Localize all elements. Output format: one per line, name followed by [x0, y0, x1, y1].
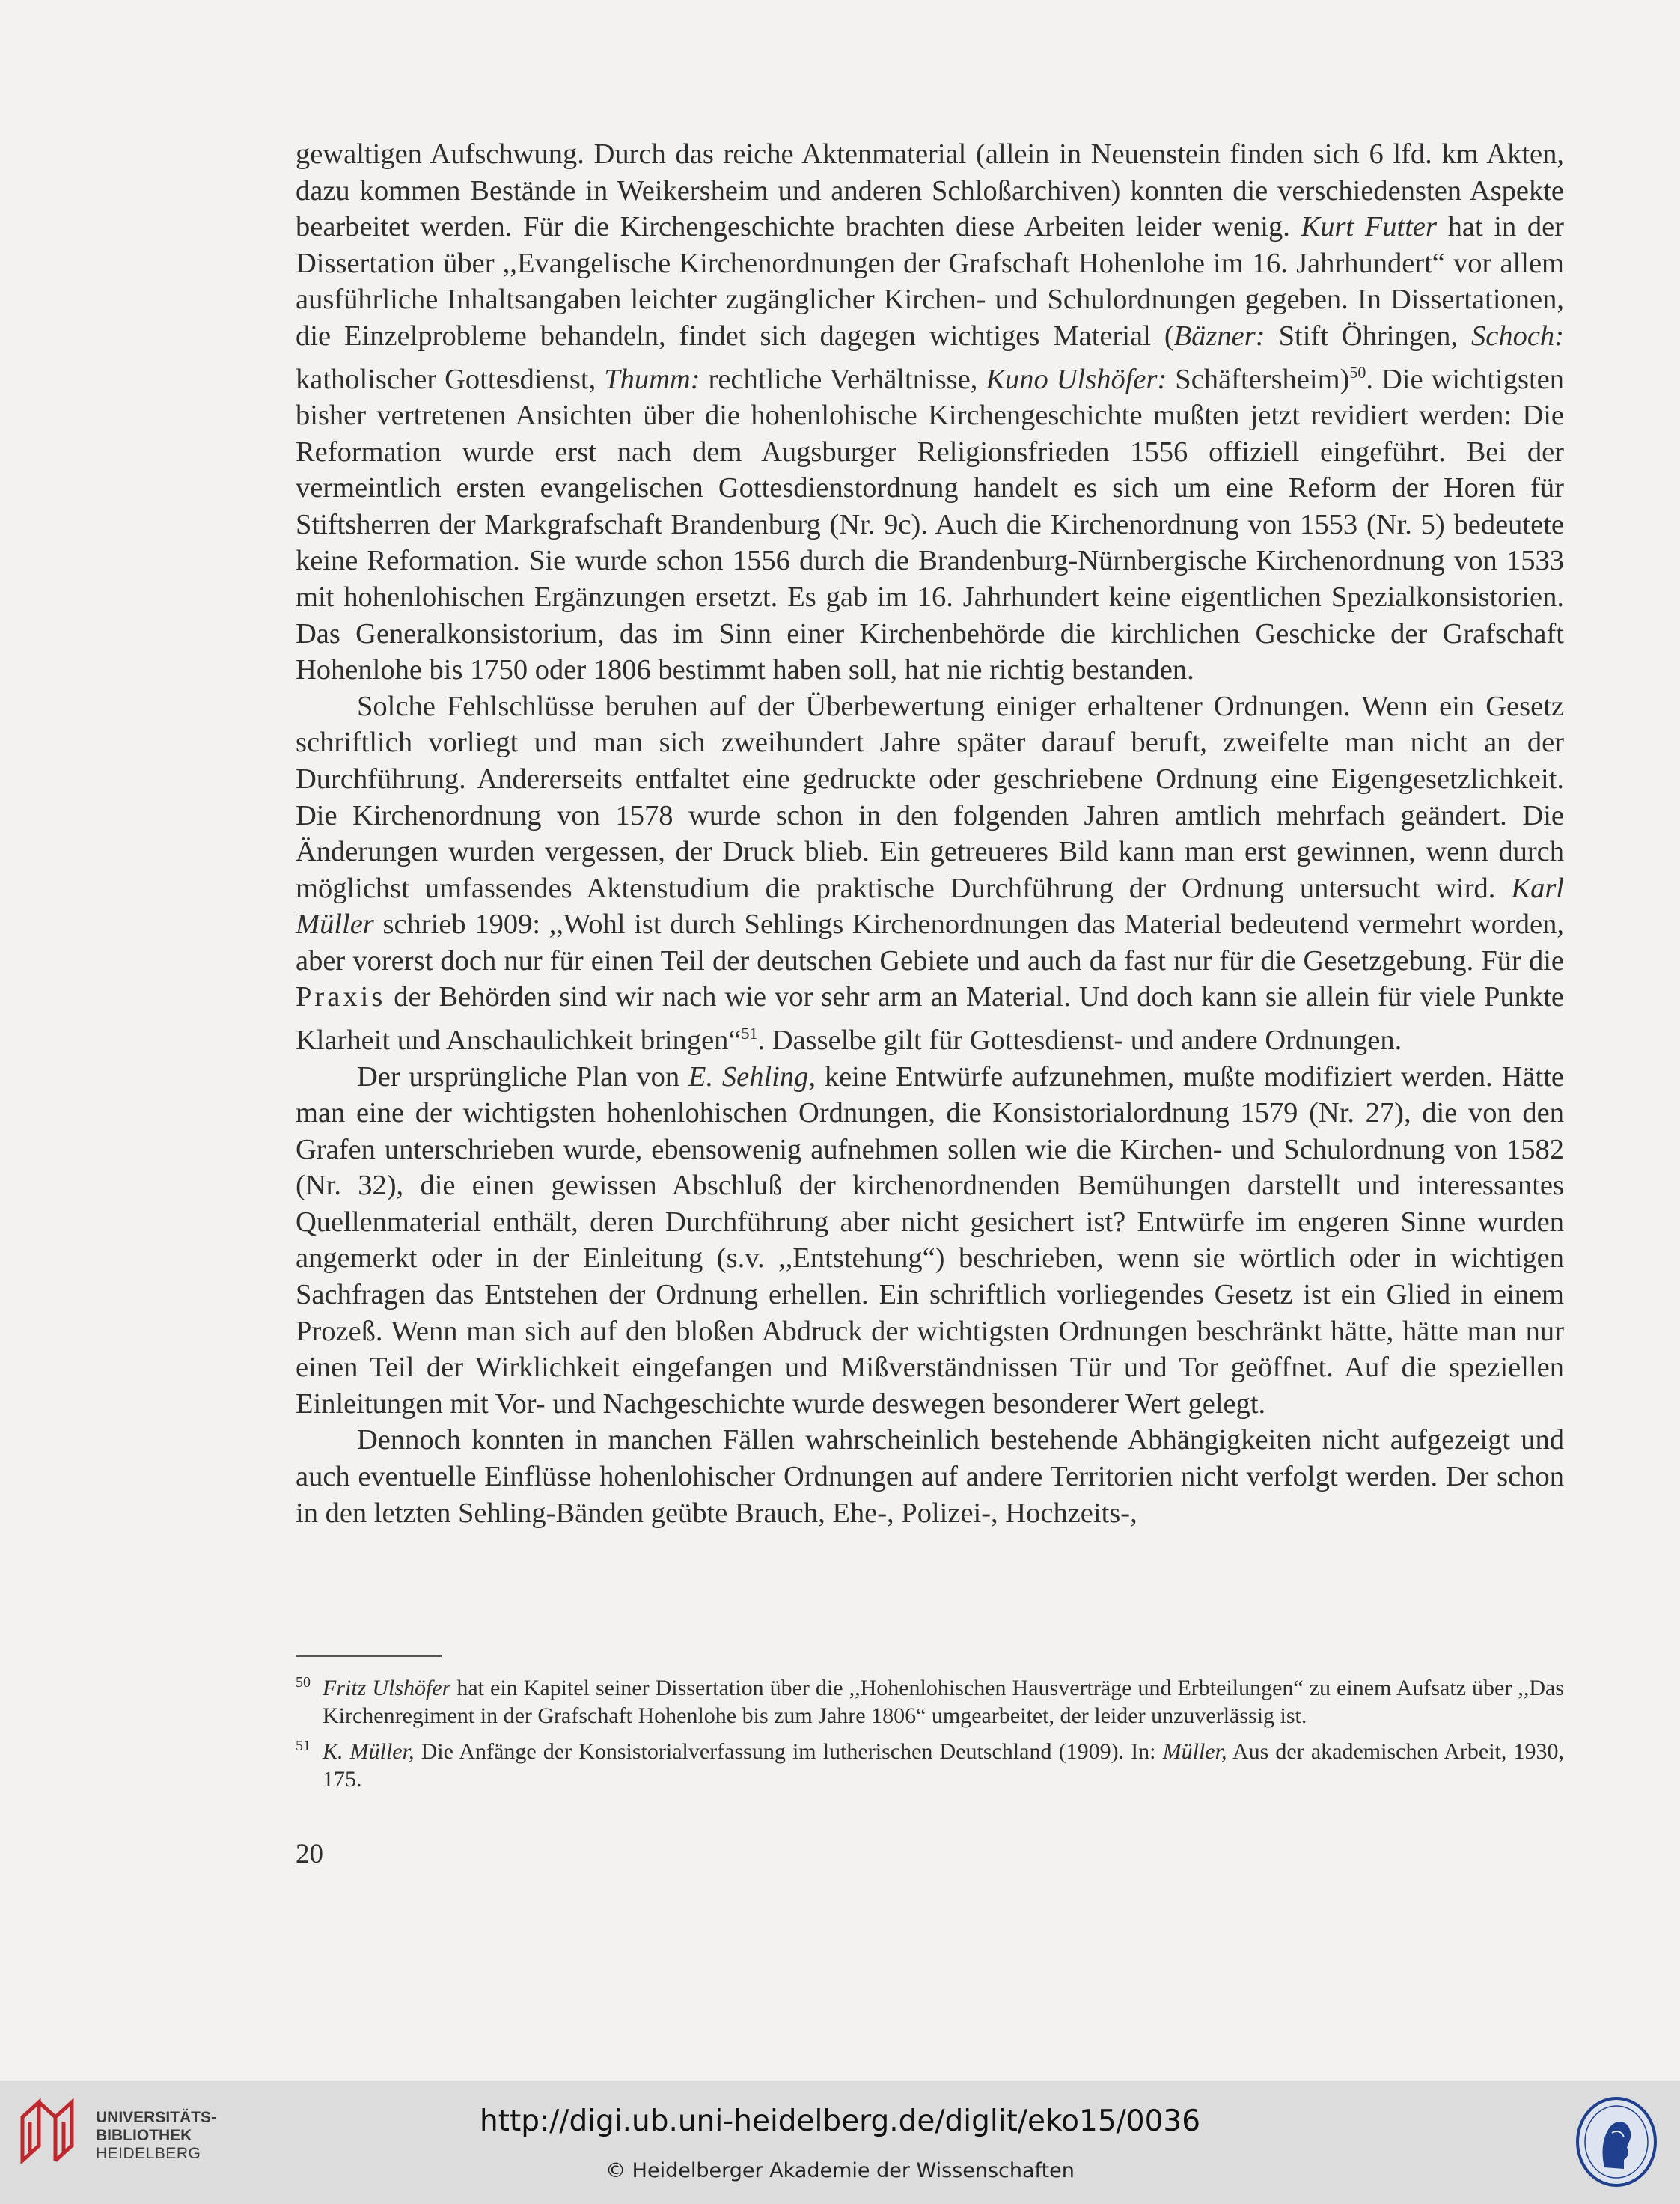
- italic-name: Kurt Futter: [1301, 211, 1437, 243]
- footnote-separator: [296, 1655, 442, 1657]
- footnote-reference: 50: [1349, 362, 1366, 382]
- text-run: Der ursprüngliche Plan von: [357, 1060, 688, 1093]
- paragraph: [296, 1059, 1564, 1423]
- footnotes: [296, 1669, 1564, 1796]
- text-run: Stift Öhringen,: [1265, 320, 1471, 352]
- paragraph: [296, 136, 1564, 689]
- footnote: [296, 1733, 1564, 1793]
- text-run: katholischer Gottesdienst,: [296, 363, 605, 395]
- text-run: gewaltigen Aufschwung. Durch das reiche Aktenmaterial (allein in Neuenstein finden sich 6 lfd. km Akten, dazu kommen Bestände in Weikersheim und anderen Schloßarchiven) konnten die verschiedensten Aspekte bearbeitet werden. Für die Kirchengeschichte brachten diese Arbeiten leider wenig.: [296, 138, 1564, 243]
- page-number: 20: [296, 1839, 323, 1869]
- text-run: hat in der Dissertation über ,,Evangelische Kirchenordnungen der Grafschaft Hohenlohe im 16. Jahrhundert“ vor allem ausführliche Inhaltsangaben leichter zugänglicher Kirchen- und Schulordnungen gegeben. In Dissertationen, die Einzelprobleme behandeln, findet sich dagegen wichtiges Material (: [296, 211, 1565, 352]
- text-run: Solche Fehlschlüsse beruhen auf der Überbewertung einiger erhaltener Ordnungen. Wenn ein Gesetz schriftlich vorliegt und man sich zweihundert Jahre später darauf beruft, zweifelte man nicht an der Durchführung. Andererseits entfaltet eine gedruckte oder geschriebene Ordnung eine Eigengesetzlichkeit. Die Kirchenordnung von 1578 wurde schon in den folgenden Jahren amtlich mehrfach geändert. Die Änderungen wurden vergessen, der Druck blieb. Ein getreueres Bild kann man erst gewinnen, wenn durch möglichst umfassendes Aktenstudium die praktische Durchführung der Ordnung untersucht wird.: [296, 690, 1564, 904]
- heidelberg-academy-seal-icon: [1574, 2095, 1658, 2188]
- logo-line-2: BIBLIOTHEK: [96, 2127, 192, 2144]
- logo-line-3: HEIDELBERG: [96, 2145, 201, 2162]
- footnote: [296, 1669, 1564, 1730]
- spaced-emphasis: Praxis: [296, 981, 386, 1013]
- italic-name: Bäzner:: [1173, 320, 1265, 352]
- italic-name: Karl Müller: [296, 872, 1564, 941]
- text-run: schrieb 1909: ,,Wohl ist durch Sehlings Kirchenordnungen das Material bedeutend vermehrt worden, aber vorerst doch nur für einen Teil der deutschen Gebiete und auch da fast nur für die Gesetzgebung. Für die: [296, 909, 1564, 977]
- italic-name: Thumm:: [604, 363, 700, 395]
- italic-name: Müller,: [1162, 1739, 1227, 1764]
- text-run: Aus der akademischen Arbeit, 1930, 175.: [323, 1739, 1564, 1792]
- viewer-footer-bar: [0, 2081, 1680, 2204]
- copyright-notice: © Heidelberger Akademie der Wissenschaften: [605, 2159, 1075, 2182]
- text-run: . Dasselbe gilt für Gottesdienst- und andere Ordnungen.: [757, 1024, 1402, 1056]
- footnote-number: 50: [296, 1674, 311, 1691]
- footnote-reference: 51: [741, 1024, 758, 1043]
- text-run: Die Anfänge der Konsistorialverfassung im lutherischen Deutschland (1909). In:: [414, 1739, 1163, 1764]
- text-run: keine Entwürfe aufzunehmen, mußte modifiziert werden. Hätte man eine der wichtigsten hohenlohischen Ordnungen, die Konsistorialordnung 1579 (Nr. 27), die von den Grafen unterschrieben wurde, ebensowenig aufnehmen sollen wie die Kirchen- und Schulordnung von 1582 (Nr. 32), die einen gewissen Abschluß der kirchenordnenden Bemühungen darstellt und interessantes Quellenmaterial enthält, deren Durchführung aber nicht gesichert ist? Entwürfe im engeren Sinne wurden angemerkt oder in der Einleitung (s.v. ,,Entstehung“) beschrieben, wenn sie wörtlich oder in wichtigen Sachfragen das Entstehen der Ordnung erhellen. Ein schriftlich vorliegendes Gesetz ist ein Glied in einem Prozeß. Wenn man sich auf den bloßen Abdruck der wichtigsten Ordnungen beschränkt hätte, hätte man nur einen Teil der Wirklichkeit eingefangen und Mißverständnissen Tür und Tor geöffnet. Auf die speziellen Einleitungen mit Vor- und Nachgeschichte wurde deswegen besonderer Wert gelegt.: [296, 1060, 1564, 1420]
- paragraph: [296, 1422, 1564, 1531]
- italic-name: Fritz Ulshöfer: [323, 1676, 451, 1700]
- italic-name: Kuno Ulshöfer:: [986, 363, 1167, 395]
- body-text: [296, 136, 1564, 1531]
- italic-name: E. Sehling,: [688, 1060, 816, 1093]
- text-run: hat ein Kapitel seiner Dissertation über die ,,Hohenlohischen Hausverträge und Erbteilungen“ zu einem Aufsatz über ,,Das Kirchenregiment in der Grafschaft Hohenlohe bis zum Jahre 1806“ umgearbeitet, der leider unzuverlässig ist.: [323, 1676, 1564, 1728]
- logo-line-1: UNIVERSITÄTS-: [96, 2109, 217, 2126]
- permalink-url[interactable]: http://digi.ub.uni-heidelberg.de/diglit/eko15/0036: [479, 2104, 1201, 2138]
- footnote-number: 51: [296, 1738, 311, 1754]
- paragraph: [296, 689, 1564, 1059]
- text-run: Schäftersheim): [1167, 363, 1350, 395]
- text-run: rechtliche Verhältnisse,: [700, 363, 986, 395]
- italic-name: K. Müller,: [323, 1739, 415, 1764]
- text-run: der Behörden sind wir nach wie vor sehr arm an Material. Und doch kann sie allein für viele Punkte Klarheit und Anschaulichkeit bringen“: [296, 981, 1564, 1056]
- italic-name: Schoch:: [1471, 320, 1564, 352]
- text-run: Dennoch konnten in manchen Fällen wahrscheinlich bestehende Abhängigkeiten nicht aufgezeigt und auch eventuelle Einflüsse hohenlohischer Ordnungen auf andere Territorien nicht verfolgt werden. Der schon in den letzten Sehling-Bänden geübte Brauch, Ehe-, Polizei-, Hochzeits-,: [296, 1424, 1564, 1529]
- text-run: . Die wichtigsten bisher vertretenen Ansichten über die hohenlohische Kirchengeschichte mußten jetzt revidiert werden: Die Reformation wurde erst nach dem Augsburger Religionsfrieden 1556 offiziell eingeführt. Bei der vermeintlich ersten evangelischen Gottesdienstordnung handelt es sich um eine Reform der Horen für Stiftsherren der Markgrafschaft Brandenburg (Nr. 9c). Auch die Kirchenordnung von 1553 (Nr. 5) bedeutete keine Reformation. Sie wurde schon 1556 durch die Brandenburg-Nürnbergische Kirchenordnung von 1533 mit hohenlohischen Ergänzungen ersetzt. Es gab im 16. Jahrhundert keine eigentlichen Spezialkonsistorien. Das Generalkonsistorium, das im Sinn einer Kirchenbehörde die kirchlichen Geschicke der Grafschaft Hohenlohe bis 1750 oder 1806 bestimmt haben soll, hat nie richtig bestanden.: [296, 363, 1565, 686]
